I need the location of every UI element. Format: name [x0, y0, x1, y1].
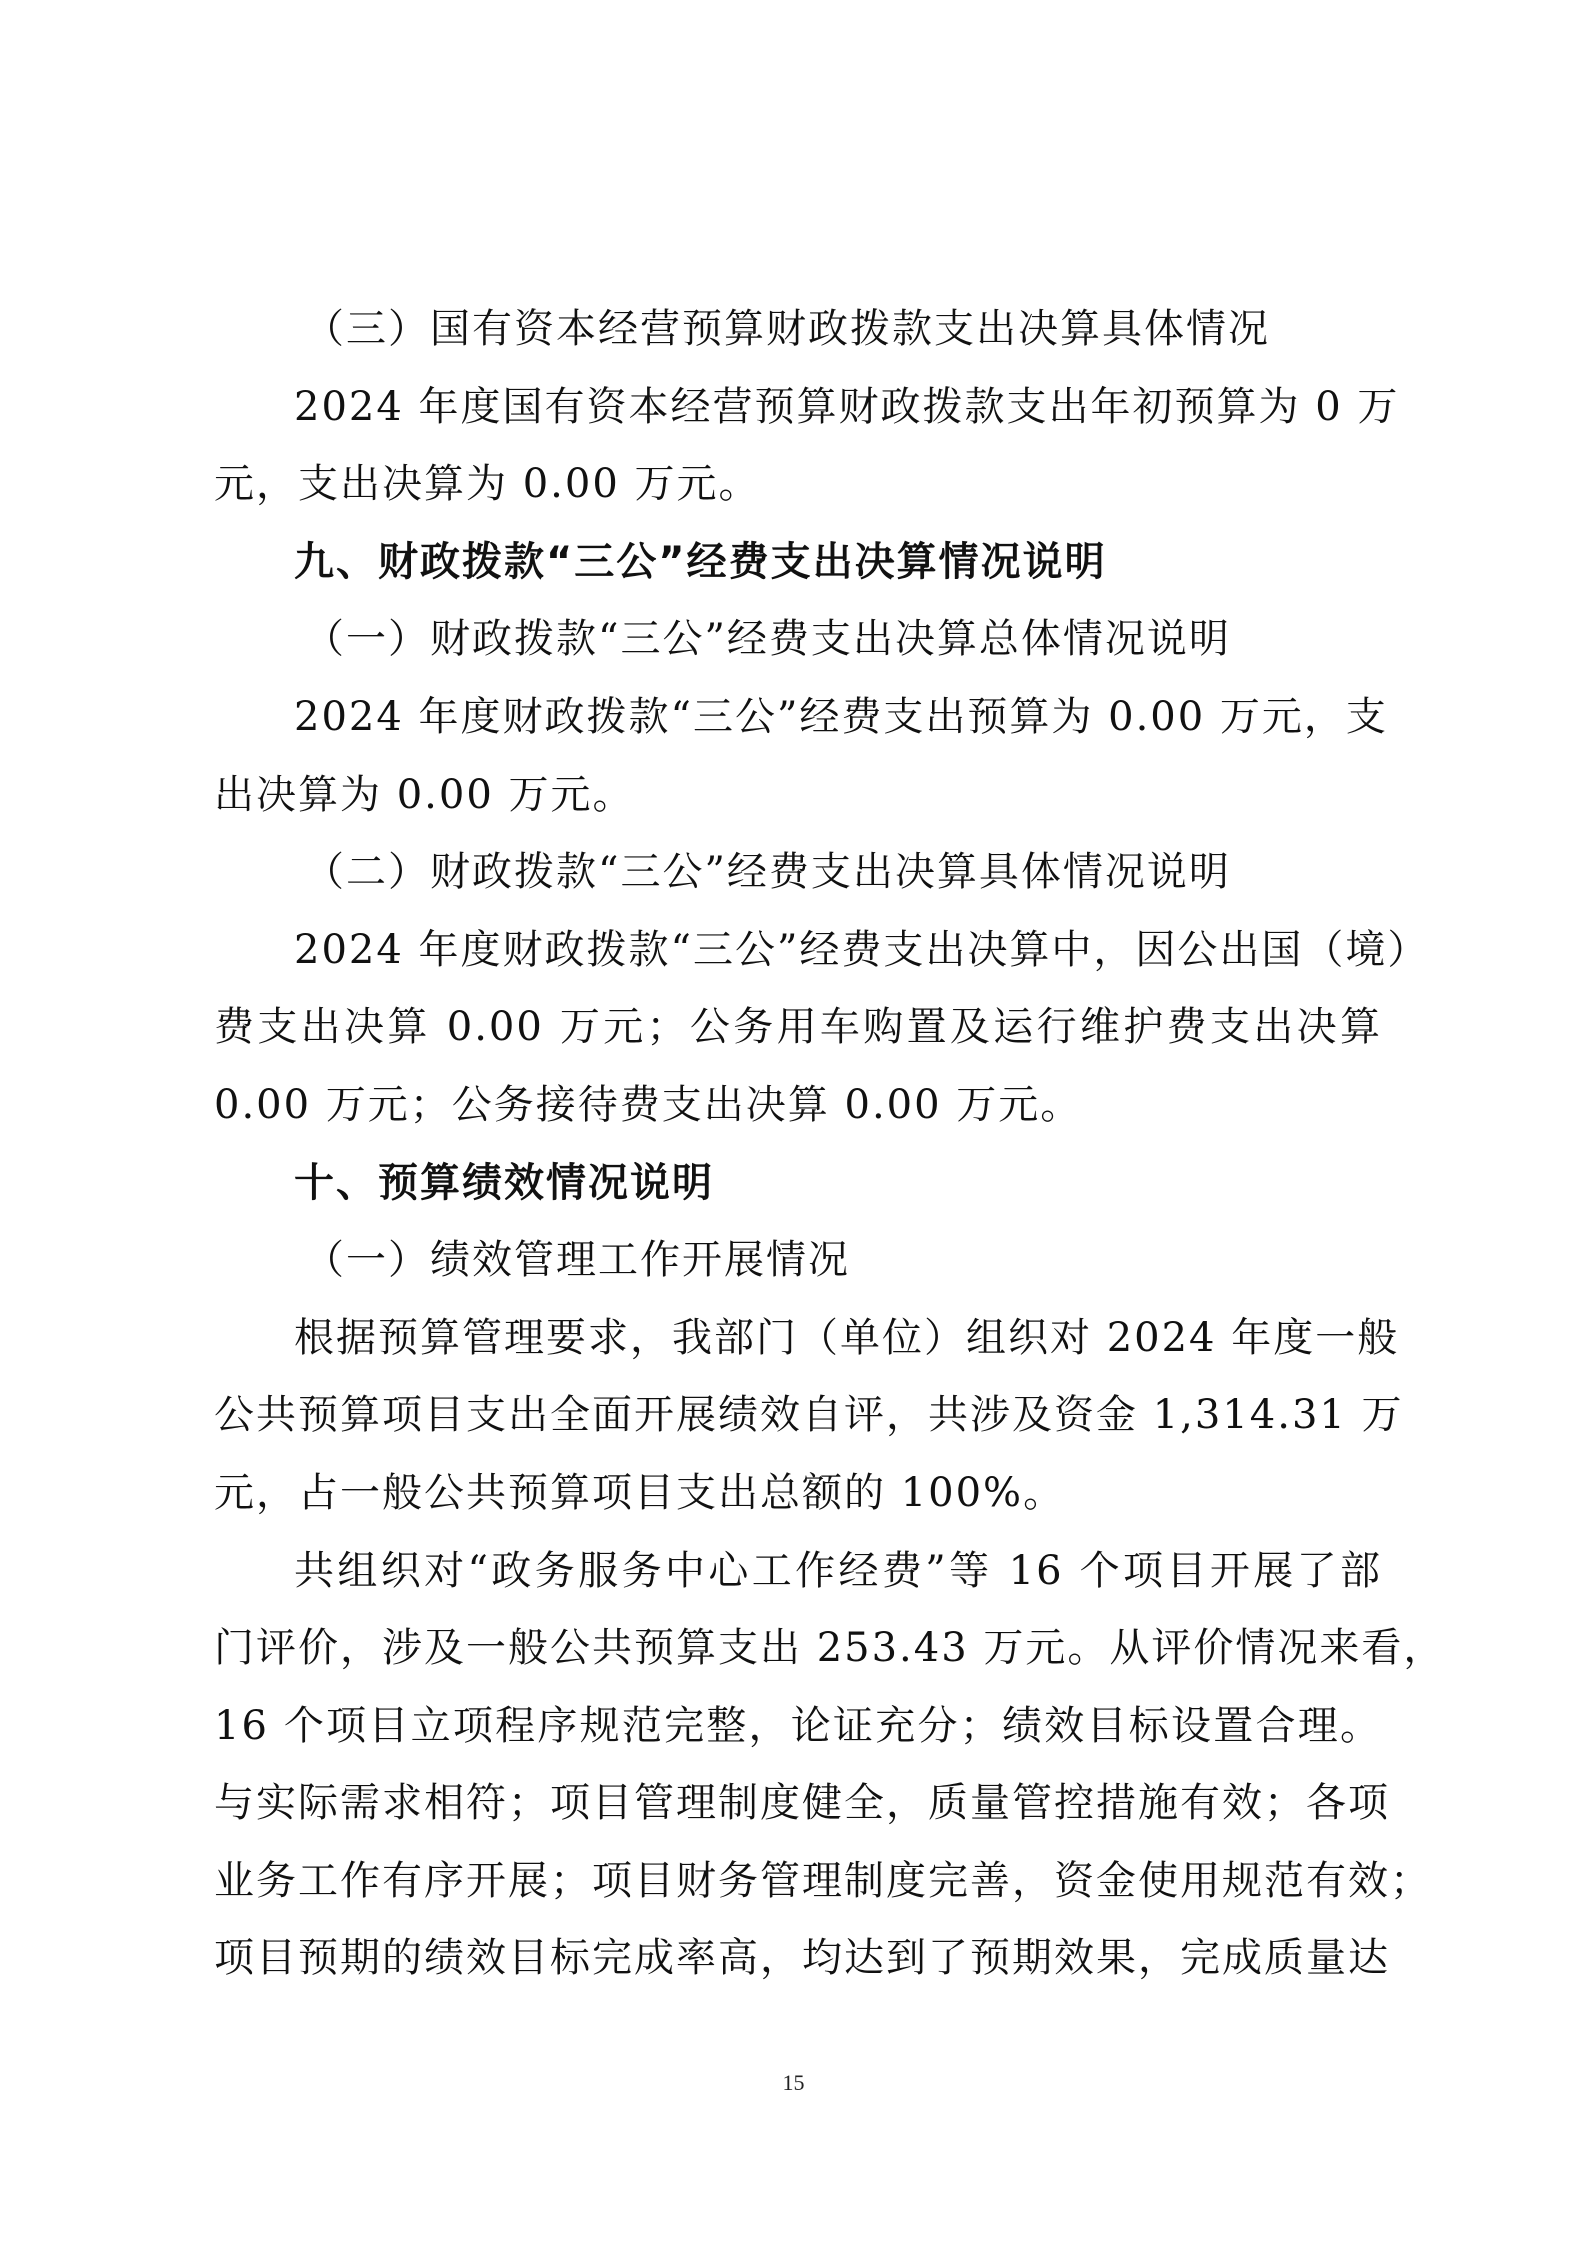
paragraph-line: 与实际需求相符；项目管理制度健全，质量管控措施有效；各项 — [214, 1780, 1390, 1827]
paragraph-line: 出决算为 0.00 万元。 — [214, 771, 635, 818]
paragraph-line: 共组织对“政务服务中心工作经费”等 16 个项目开展了部 — [294, 1547, 1382, 1594]
paragraph-line: 门评价，涉及一般公共预算支出 253.43 万元。从评价情况来看， — [214, 1625, 1446, 1672]
paragraph-line: 2024 年度财政拨款“三公”经费支出预算为 0.00 万元，支 — [294, 693, 1388, 740]
page-number: 15 — [782, 2070, 805, 2095]
paragraph-line: 项目预期的绩效目标完成率高，均达到了预期效果，完成质量达 — [214, 1935, 1390, 1982]
section-heading-nine: 九、财政拨款“三公”经费支出决算情况说明 — [294, 538, 1107, 585]
subheading-three-public-overall: （一）财政拨款“三公”经费支出决算总体情况说明 — [304, 616, 1231, 663]
paragraph-line: 0.00 万元；公务接待费支出决算 0.00 万元。 — [214, 1081, 1083, 1128]
paragraph-line: 元，支出决算为 0.00 万元。 — [214, 461, 761, 508]
paragraph-line: 2024 年度国有资本经营预算财政拨款支出年初预算为 0 万 — [294, 383, 1400, 430]
paragraph-line: 根据预算管理要求，我部门（单位）组织对 2024 年度一般 — [294, 1314, 1400, 1361]
paragraph-line: 费支出决算 0.00 万元；公务用车购置及运行维护费支出决算 — [214, 1004, 1382, 1051]
paragraph-line: 元，占一般公共预算项目支出总额的 100%。 — [214, 1469, 1066, 1516]
subheading-three-public-details: （二）财政拨款“三公”经费支出决算具体情况说明 — [304, 849, 1231, 896]
subheading-state-capital-details: （三）国有资本经营预算财政拨款支出决算具体情况 — [304, 306, 1270, 352]
paragraph-line: 2024 年度财政拨款“三公”经费支出决算中，因公出国（境） — [294, 926, 1430, 973]
paragraph-line: 公共预算项目支出全面开展绩效自评，共涉及资金 1,314.31 万 — [214, 1392, 1404, 1439]
section-heading-ten: 十、预算绩效情况说明 — [294, 1159, 714, 1206]
document-body — [214, 291, 1446, 1998]
paragraph-line: 业务工作有序开展；项目财务管理制度完善，资金使用规范有效； — [214, 1857, 1432, 1904]
paragraph-line: 16 个项目立项程序规范完整，论证充分；绩效目标设置合理。 — [214, 1702, 1382, 1749]
subheading-performance-management: （一）绩效管理工作开展情况 — [304, 1237, 850, 1284]
